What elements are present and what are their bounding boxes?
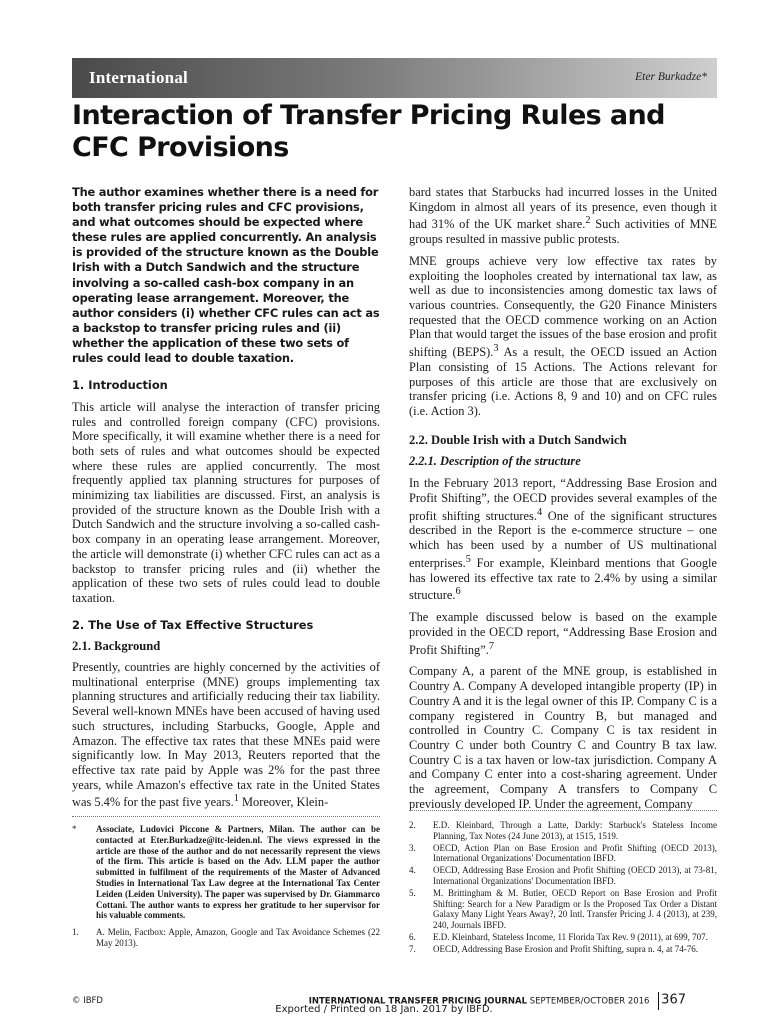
left-column <box>72 185 380 817</box>
heading-description-structure: 2.2.1. Description of the structure <box>409 453 581 468</box>
journal-name: INTERNATIONAL TRANSFER PRICING JOURNAL <box>308 996 528 1007</box>
footnote-5: 5. M. Brittingham & M. Butler, OECD Report on Base Erosion and Profit Shifting: Search for a New Paradigm or Is the Proposed Tax Order a Distant Galaxy Many Light Years Away?, 20 Intl. Transfer Pricing J. 4 (2013), at 239, 240, Journals IBFD. <box>409 887 717 931</box>
heading-background: 2.1. Background <box>72 639 161 654</box>
footnotes-right <box>409 820 717 956</box>
footnote-ref-1[interactable]: 1 <box>233 793 239 805</box>
journal-issue: SEPTEMBER/OCTOBER 2016 <box>529 996 650 1007</box>
abstract: The author examines whether there is a need for both transfer pricing rules and CFC provisions, and what outcomes should be expected where these rules are applied concurrently. An analysis is provided of the structure known as the Double Irish with a Dutch Sandwich and the structure involving a so-called cash-box company in an operating lease arrangement. Moreover, the author considers (i) whether CFC rules can act as a backstop to transfer pricing rules and (ii) whether the application of these two sets of rules could lead to double taxation. <box>72 185 380 366</box>
section-label: International <box>89 68 188 87</box>
footnote-7: 7. OECD, Addressing Base Erosion and Profit Shifting, supra n. 4, at 74-76. <box>409 943 698 954</box>
footnote-ref-6[interactable]: 6 <box>455 586 461 598</box>
paragraph-introduction: This article will analyse the interaction of transfer pricing rules and controlled foreign company (CFC) provisions. More specifically, it will examine whether there is a need for both sets of rules and what outcomes should be expected where these rules are applied concurrently. The most frequently applied tax planning structures for purposes of minimizing tax liabilities are discussed. First, an analysis is provided of the structure known as the Double Irish with a Dutch Sandwich and the structure involving a so-called cash-box company in an operating lease arrangement. Moreover, the article will demonstrate (i) whether CFC rules can act as a backstop to transfer pricing rules and (ii) whether the application of these two sets of rules could lead to double taxation. <box>72 399 380 605</box>
footnote-ref-5[interactable]: 5 <box>465 553 471 565</box>
paragraph-feb-report: In the February 2013 report, “Addressing Base Erosion and Profit Shifting”, the OECD provides several examples of the profit shifting structures.$^4$ One of the significant structures described in the Report is the e-commerce structure – one which has been used by a number of US multinational enterprises.$^5$ For example, Kleinbard mentions that Google has lowered its effective tax rate to 2.4% by using a similar structure.$^6$ <box>409 476 717 603</box>
footnote-4: 4. OECD, Addressing Base Erosion and Profit Shifting (OECD 2013), at 73-81, International Organizations' Documentation IBFD. <box>409 865 717 886</box>
footnotes-left <box>72 824 380 950</box>
footnote-2: 2. E.D. Kleinbard, Through a Latte, Darkly: Starbuck's Stateless Income Planning, Tax Notes (24 June 2013), at 1515, 1519. <box>409 820 717 841</box>
export-note: Exported / Printed on 18 Jan. 2017 by IBFD. <box>275 1004 493 1015</box>
author-name: Eter Burkadze* <box>635 71 707 83</box>
heading-double-irish: 2.2. Double Irish with a Dutch Sandwich <box>409 432 627 447</box>
copyright: © IBFD <box>72 996 103 1006</box>
footnote-ref-7[interactable]: 7 <box>488 640 495 652</box>
footnote-ref-3[interactable]: 3 <box>493 343 499 355</box>
paragraph-mne-groups: MNE groups achieve very low effective tax rates by exploiting the loopholes created by international tax law, as well as due to inconsistencies among domestic tax laws of various countries. Consequently, the G20 Finance Ministers requested that the OECD commence working on an Action Plan that would target the issues of the base erosion and profit shifting (BEPS).$^3$ As a result, the OECD issued an Action Plan consisting of 15 Actions. The Actions relevant for purposes of this article are those that are exclusively on transfer pricing (i.e. Actions 8, 9 and 10) and on CFC rules (i.e. Action 3). <box>409 253 717 419</box>
right-column <box>409 185 717 818</box>
paragraph-example: The example discussed below is based on the example provided in the OECD report, “Addressing Base Erosion and Profit Shifting”.$^7$ <box>409 610 717 657</box>
page-number: 367 <box>661 992 686 1008</box>
heading-tax-effective-structures: 2. The Use of Tax Effective Structures <box>72 617 314 632</box>
paragraph-kleinbard-cont: bard states that Starbucks had incurred losses in the United Kingdom in almost all years of its presence, even though it had 31% of the UK market share.$^2$ Such activities of MNE groups resulted in massive public protests. <box>409 185 717 247</box>
footnote-author: * Associate, Ludovici Piccone & Partners, Milan. The author can be contacted at Eter.Burkadze@itc-leiden.nl. The views expressed in the article are those of the author and do not necessarily represent the views of the firm. This article is based on the Adv. LLM paper the author submitted in fulfilment of the requirements of the Master of Advanced Studies in International Tax Law degree at the International Tax Center Leiden (Leiden University). The paper was supervised by Dr. Giammarco Cottani. The author wants to express her gratitude to her supervisor for his valuable comments. <box>72 824 380 921</box>
footnote-3: 3. OECD, Action Plan on Base Erosion and Profit Shifting (OECD 2013), International Organizations' Documentation IBFD. <box>409 842 717 864</box>
article-title: Interaction of Transfer Pricing Rules and CFC Provisions <box>72 100 665 163</box>
paragraph-background: Presently, countries are highly concerned by the activities of multinational enterprise (MNE) groups implementing tax planning structures and artificially reducing their tax liability. Several well-known MNEs have been accused of having used such structures, including Starbucks, Google, Apple and Amazon. The effective tax rates that these MNEs paid were significantly low. In May 2013, Reuters reported that the effective tax rate paid by Apple was 2% for the past three years, while Amazon's effective tax rate in the United States was 5.4% for the past five years.$^1$ Moreover, Klein- <box>72 660 380 810</box>
section-header-band <box>72 58 717 98</box>
footnote-1: 1. A. Melin, Factbox: Apple, Amazon, Google and Tax Avoidance Schemes (22 May 2013). <box>72 927 380 948</box>
heading-introduction: 1. Introduction <box>72 378 168 393</box>
footnote-separator-left <box>72 816 380 817</box>
paragraph-company-a: Company A, a parent of the MNE group, is established in Country A. Company A developed intangible property (IP) in Country A and it is the legal owner of this IP. Company C is a company registered in Country B, but managed and controlled in Country C. Company C is tax resident in Country C under both Country C and Country B tax law. Country C is a tax haven or low-tax jurisdiction. Company A and Company C enter into a cost-sharing agreement. Under the agreement, Company A transfers to Company C previously developed IP. Under the agreement, Company <box>409 664 717 811</box>
footnote-6: 6. E.D. Kleinbard, Stateless Income, 11 Florida Tax Rev. 9 (2011), at 699, 707. <box>409 931 708 942</box>
footnote-separator-right <box>409 810 717 811</box>
footnote-ref-4[interactable]: 4 <box>536 506 543 518</box>
footnote-ref-2[interactable]: 2 <box>585 215 591 227</box>
